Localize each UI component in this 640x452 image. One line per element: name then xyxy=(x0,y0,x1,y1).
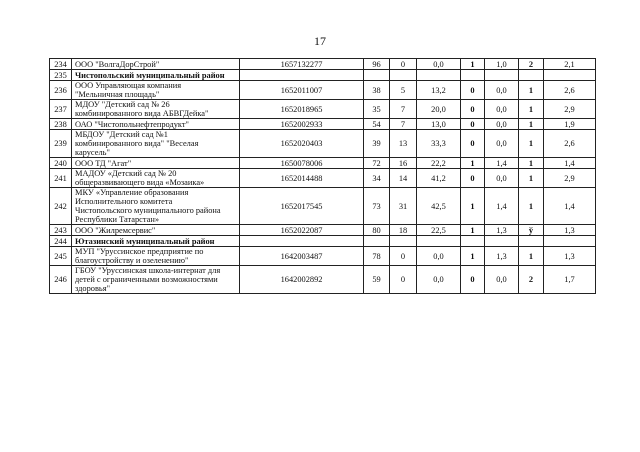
value-cell-c2: 7 xyxy=(390,100,417,119)
value-cell-c1: 54 xyxy=(364,119,390,130)
organization-name-cell xyxy=(72,100,240,119)
name-line: ООО "ВолгаДорСтрой" xyxy=(75,59,160,69)
organizations-table xyxy=(49,58,596,294)
value-cell-c3: 41,2 xyxy=(417,169,461,188)
value-cell-c1: 59 xyxy=(364,266,390,294)
organization-name-cell xyxy=(72,119,240,130)
table-row xyxy=(50,59,596,70)
organization-name-cell xyxy=(72,59,240,70)
value-cell-c2: 0 xyxy=(390,266,417,294)
table-row xyxy=(50,188,596,225)
value-cell-c1: 39 xyxy=(364,130,390,158)
name-line: ООО ТД "Агат" xyxy=(75,158,132,168)
value-cell-c2: 31 xyxy=(390,188,417,225)
inn-cell: 1657132277 xyxy=(240,59,364,70)
value-cell-c2: 0 xyxy=(390,247,417,266)
value-cell-c7: 2,9 xyxy=(544,100,596,119)
value-cell-c1: 38 xyxy=(364,81,390,100)
name-line: МУП "Уруссинское предприятие по xyxy=(75,247,204,256)
value-cell-c7: 2,6 xyxy=(544,130,596,158)
inn-cell: 1650078006 xyxy=(240,158,364,169)
inn-cell: 1652002933 xyxy=(240,119,364,130)
value-cell-c4: 1 xyxy=(461,158,485,169)
section-row xyxy=(50,70,596,81)
name-line: общеразвивающего вида «Мозаика» xyxy=(75,178,205,187)
value-cell-c1: 34 xyxy=(364,169,390,188)
name-line: ГБОУ "Уруссинская школа-интернат для xyxy=(75,266,221,275)
value-cell-c7: 1,3 xyxy=(544,247,596,266)
value-cell-c4: 1 xyxy=(461,188,485,225)
inn-cell: 1642002892 xyxy=(240,266,364,294)
value-cell-c3: 42,5 xyxy=(417,188,461,225)
organization-name-cell xyxy=(72,130,240,158)
value-cell-c4: 0 xyxy=(461,266,485,294)
value-cell-c6: 1 xyxy=(519,119,544,130)
value-cell-c4: 1 xyxy=(461,225,485,236)
organization-name-cell xyxy=(72,158,240,169)
section-row xyxy=(50,236,596,247)
organization-name-cell xyxy=(72,188,240,225)
value-cell-c4: 0 xyxy=(461,100,485,119)
organization-name-cell xyxy=(72,266,240,294)
value-cell-c7: 1,7 xyxy=(544,266,596,294)
value-cell-c5: 0,0 xyxy=(485,266,519,294)
empty-cell xyxy=(417,236,461,247)
value-cell-c7: 1,9 xyxy=(544,119,596,130)
inn-cell: 1652017545 xyxy=(240,188,364,225)
name-line: ООО "Жилремсервис" xyxy=(75,225,156,235)
value-cell-c5: 1,4 xyxy=(485,188,519,225)
name-line: детей с ограниченными возможностями xyxy=(75,275,218,284)
value-cell-c3: 22,2 xyxy=(417,158,461,169)
row-number-cell: 246 xyxy=(50,266,72,294)
table-row xyxy=(50,266,596,294)
value-cell-c2: 5 xyxy=(390,81,417,100)
empty-cell xyxy=(461,70,485,81)
value-cell-c1: 73 xyxy=(364,188,390,225)
name-line: карусель" xyxy=(75,148,110,157)
empty-cell xyxy=(364,236,390,247)
row-number-cell: 239 xyxy=(50,130,72,158)
value-cell-c5: 0,0 xyxy=(485,169,519,188)
row-number-cell: 238 xyxy=(50,119,72,130)
value-cell-c7: 1,3 xyxy=(544,225,596,236)
value-cell-c7: 2,9 xyxy=(544,169,596,188)
table-row xyxy=(50,100,596,119)
empty-cell xyxy=(240,70,364,81)
organization-name-cell xyxy=(72,81,240,100)
value-cell-c3: 20,0 xyxy=(417,100,461,119)
page-number: 17 xyxy=(314,34,326,48)
value-cell-c6: ў xyxy=(519,225,544,236)
value-cell-c6: 1 xyxy=(519,188,544,225)
row-number-cell: 234 xyxy=(50,59,72,70)
name-line: комбинированного вида АБВГДейка" xyxy=(75,109,209,118)
organization-name-cell xyxy=(72,225,240,236)
organization-name-cell xyxy=(72,169,240,188)
row-number-cell: 241 xyxy=(50,169,72,188)
empty-cell xyxy=(544,236,596,247)
value-cell-c3: 0,0 xyxy=(417,266,461,294)
name-line: МАДОУ «Детский сад № 20 xyxy=(75,169,177,178)
value-cell-c4: 0 xyxy=(461,169,485,188)
value-cell-c5: 0,0 xyxy=(485,130,519,158)
name-line: Республики Татарстан» xyxy=(75,215,160,224)
value-cell-c2: 18 xyxy=(390,225,417,236)
inn-cell: 1652014488 xyxy=(240,169,364,188)
value-cell-c1: 78 xyxy=(364,247,390,266)
name-line: ООО Управляющая компания xyxy=(75,81,182,90)
row-number-cell: 236 xyxy=(50,81,72,100)
value-cell-c3: 33,3 xyxy=(417,130,461,158)
name-line: "Мельничная площадь" xyxy=(75,90,160,99)
inn-cell: 1652018965 xyxy=(240,100,364,119)
value-cell-c4: 1 xyxy=(461,247,485,266)
value-cell-c3: 0,0 xyxy=(417,247,461,266)
empty-cell xyxy=(240,236,364,247)
value-cell-c3: 13,0 xyxy=(417,119,461,130)
row-number-cell: 240 xyxy=(50,158,72,169)
table-row xyxy=(50,119,596,130)
name-line: благоустройству и озеленению" xyxy=(75,256,189,265)
value-cell-c6: 1 xyxy=(519,247,544,266)
table-body xyxy=(50,59,596,294)
name-line: здоровья" xyxy=(75,284,111,293)
organization-name-cell xyxy=(72,70,240,81)
value-cell-c7: 2,6 xyxy=(544,81,596,100)
table-row xyxy=(50,225,596,236)
value-cell-c2: 0 xyxy=(390,59,417,70)
table-row xyxy=(50,169,596,188)
empty-cell xyxy=(544,70,596,81)
organization-name-cell xyxy=(72,236,240,247)
value-cell-c5: 0,0 xyxy=(485,119,519,130)
row-number-cell: 237 xyxy=(50,100,72,119)
value-cell-c5: 1,4 xyxy=(485,158,519,169)
inn-cell: 1652020403 xyxy=(240,130,364,158)
value-cell-c5: 1,3 xyxy=(485,247,519,266)
value-cell-c1: 80 xyxy=(364,225,390,236)
name-line: Чистопольского муниципального района xyxy=(75,206,221,215)
name-line: МБДОУ "Детский сад №1 xyxy=(75,130,168,139)
name-line: МКУ «Управление образования xyxy=(75,188,189,197)
value-cell-c5: 0,0 xyxy=(485,81,519,100)
value-cell-c3: 0,0 xyxy=(417,59,461,70)
value-cell-c2: 7 xyxy=(390,119,417,130)
value-cell-c4: 1 xyxy=(461,59,485,70)
empty-cell xyxy=(364,70,390,81)
value-cell-c4: 0 xyxy=(461,81,485,100)
empty-cell xyxy=(461,236,485,247)
name-line: комбинированного вида" "Веселая xyxy=(75,139,199,148)
value-cell-c4: 0 xyxy=(461,119,485,130)
value-cell-c3: 13,2 xyxy=(417,81,461,100)
value-cell-c7: 1,4 xyxy=(544,158,596,169)
value-cell-c1: 35 xyxy=(364,100,390,119)
value-cell-c6: 1 xyxy=(519,130,544,158)
value-cell-c6: 2 xyxy=(519,266,544,294)
table-row xyxy=(50,247,596,266)
organization-name-cell xyxy=(72,247,240,266)
name-line: МДОУ "Детский сад № 26 xyxy=(75,100,170,109)
value-cell-c3: 22,5 xyxy=(417,225,461,236)
value-cell-c5: 1,3 xyxy=(485,225,519,236)
value-cell-c5: 1,0 xyxy=(485,59,519,70)
empty-cell xyxy=(485,236,519,247)
value-cell-c6: 2 xyxy=(519,59,544,70)
value-cell-c6: 1 xyxy=(519,81,544,100)
name-line: ОАО "Чистопольнефтепродукт" xyxy=(75,119,189,129)
value-cell-c6: 1 xyxy=(519,100,544,119)
value-cell-c1: 72 xyxy=(364,158,390,169)
empty-cell xyxy=(519,236,544,247)
value-cell-c4: 0 xyxy=(461,130,485,158)
value-cell-c7: 1,4 xyxy=(544,188,596,225)
empty-cell xyxy=(485,70,519,81)
value-cell-c5: 0,0 xyxy=(485,100,519,119)
row-number-cell: 243 xyxy=(50,225,72,236)
name-line: Чистопольский муниципальный район xyxy=(75,70,225,80)
empty-cell xyxy=(390,236,417,247)
value-cell-c6: 1 xyxy=(519,158,544,169)
table-row xyxy=(50,81,596,100)
inn-cell: 1642003487 xyxy=(240,247,364,266)
value-cell-c2: 14 xyxy=(390,169,417,188)
empty-cell xyxy=(519,70,544,81)
value-cell-c2: 16 xyxy=(390,158,417,169)
value-cell-c1: 96 xyxy=(364,59,390,70)
inn-cell: 1652022087 xyxy=(240,225,364,236)
value-cell-c7: 2,1 xyxy=(544,59,596,70)
empty-cell xyxy=(417,70,461,81)
inn-cell: 1652011007 xyxy=(240,81,364,100)
value-cell-c2: 13 xyxy=(390,130,417,158)
row-number-cell: 235 xyxy=(50,70,72,81)
row-number-cell: 245 xyxy=(50,247,72,266)
table-row xyxy=(50,158,596,169)
name-line: Ютазинский муниципальный район xyxy=(75,236,215,246)
name-line: Исполнительного комитета xyxy=(75,197,173,206)
table-row xyxy=(50,130,596,158)
row-number-cell: 244 xyxy=(50,236,72,247)
value-cell-c6: 1 xyxy=(519,169,544,188)
row-number-cell: 242 xyxy=(50,188,72,225)
empty-cell xyxy=(390,70,417,81)
